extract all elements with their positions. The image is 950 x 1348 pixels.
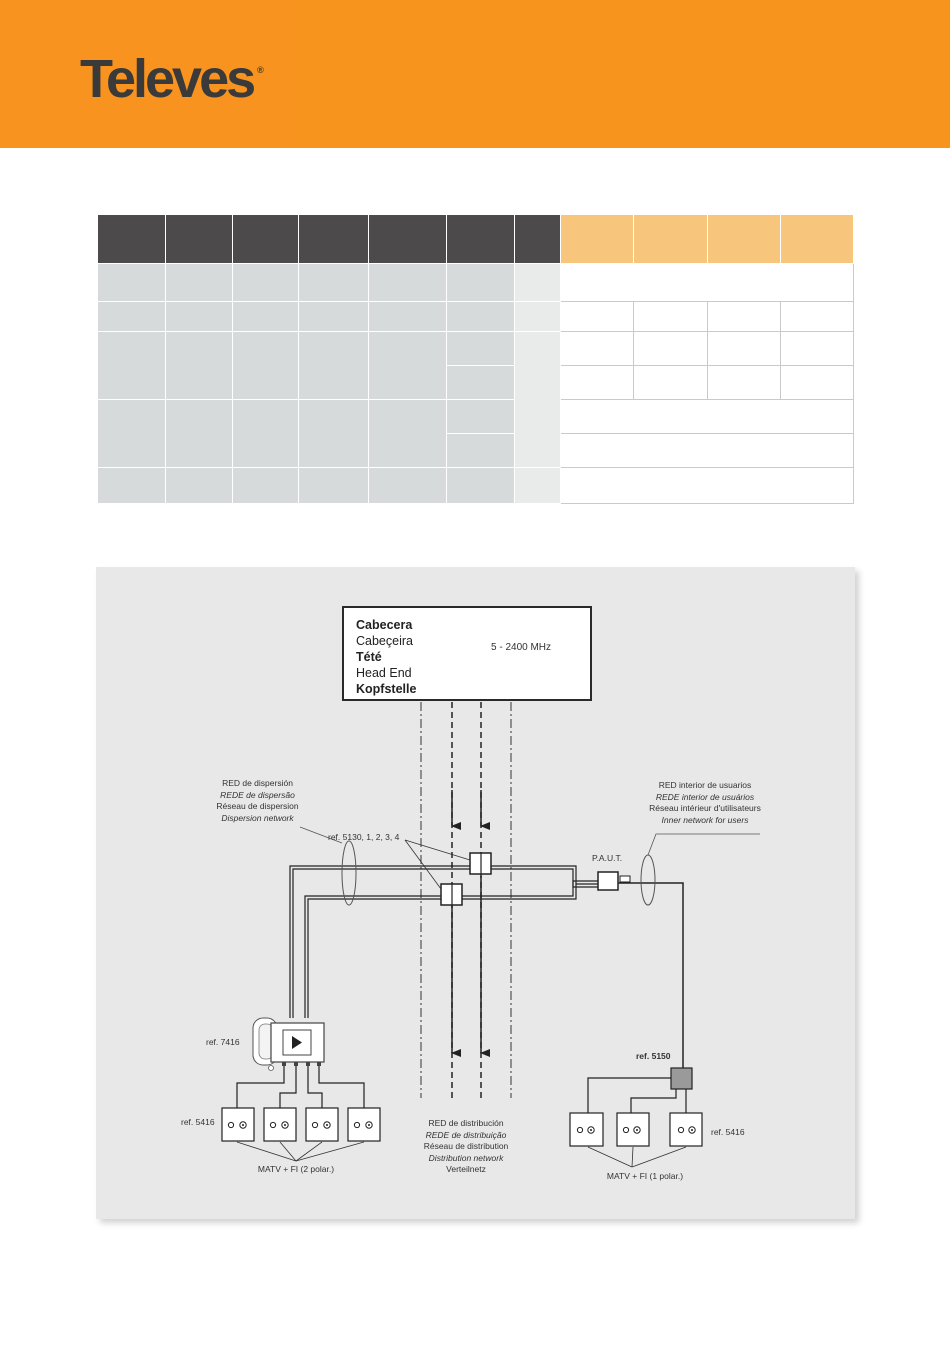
- head-end-label: Tété: [356, 650, 382, 664]
- caption-leader: [632, 1147, 686, 1167]
- leader-line: [405, 840, 470, 860]
- label-line: Réseau intérieur d'utilisateurs: [649, 803, 761, 813]
- label-line: Verteilnetz: [446, 1164, 486, 1174]
- caption-leader: [296, 1142, 364, 1161]
- label-line: RED de dispersión: [222, 778, 293, 788]
- outlet-icon: [264, 1108, 296, 1141]
- outlet-ref-left-label: ref. 5416: [181, 1117, 215, 1127]
- outlet-icon: [222, 1108, 254, 1141]
- right-caption: MATV + FI (1 polar.): [606, 1171, 684, 1181]
- drop-cable: [631, 1089, 676, 1113]
- outlet-icon: [570, 1113, 603, 1146]
- caption-leader: [296, 1142, 322, 1161]
- distribution-network-label: [401, 1118, 531, 1176]
- paut-box: [598, 872, 618, 890]
- inner-network-cable: [618, 883, 683, 1068]
- head-end-label: Head End: [356, 666, 412, 680]
- port-icon: [317, 1062, 321, 1066]
- caption-leader: [237, 1142, 296, 1161]
- drop-cable: [308, 1066, 322, 1108]
- label-line: REDE de dispersão: [220, 789, 295, 800]
- inner-network-ellipse: [641, 855, 655, 905]
- drop-cable: [588, 1078, 671, 1113]
- label-line: Inner network for users: [661, 814, 749, 825]
- logo-text: Televes: [80, 49, 254, 109]
- left-caption: MATV + FI (2 polar.): [257, 1164, 335, 1174]
- drop-cable: [280, 1066, 296, 1108]
- port-icon: [306, 1062, 310, 1066]
- caption-leader: [632, 1147, 633, 1167]
- registered-mark: ®: [257, 65, 264, 75]
- label-line: Réseau de dispersion: [216, 801, 299, 811]
- taps-ref-label: ref. 5130, 1, 2, 3, 4: [328, 832, 400, 842]
- outlet-ref-right-label: ref. 5416: [711, 1127, 745, 1137]
- leader-line: [648, 834, 760, 855]
- drop-cable: [237, 1066, 284, 1108]
- outlet-icon: [670, 1113, 702, 1146]
- label-line: Distribution network: [428, 1152, 504, 1163]
- inner-network-label: [635, 780, 775, 826]
- label-line: REDE interior de usuários: [655, 791, 755, 802]
- label-line: REDE de distribuição: [425, 1129, 507, 1140]
- head-end-label: Cabeçeira: [356, 634, 413, 648]
- head-end-box: [342, 606, 592, 701]
- paut-label: P.A.U.T.: [592, 853, 623, 863]
- label-line: Dispersion network: [221, 812, 294, 823]
- paut-connector: [620, 876, 630, 882]
- port-icon: [269, 1066, 274, 1071]
- dispersion-network-label: [200, 778, 315, 824]
- leader-line: [405, 840, 441, 889]
- frequency-range: 5 - 2400 MHz: [491, 642, 552, 653]
- outlet-icon: [617, 1113, 649, 1146]
- outlet-icon: [306, 1108, 338, 1141]
- splitter-ref-label: ref. 5150: [636, 1051, 671, 1061]
- drop-cable: [319, 1066, 364, 1108]
- head-end-label: Kopfstelle: [356, 682, 417, 696]
- port-icon: [282, 1062, 286, 1066]
- label-line: RED de distribución: [428, 1118, 504, 1128]
- label-line: Réseau de distribution: [423, 1141, 509, 1151]
- head-end-label: Cabecera: [356, 618, 413, 632]
- multiswitch-ref-label: ref. 7416: [206, 1037, 240, 1047]
- splitter-box: [671, 1068, 692, 1089]
- label-line: RED interior de usuarios: [658, 780, 752, 790]
- outlet-icon: [348, 1108, 380, 1141]
- port-icon: [294, 1062, 298, 1066]
- caption-leader: [588, 1147, 632, 1167]
